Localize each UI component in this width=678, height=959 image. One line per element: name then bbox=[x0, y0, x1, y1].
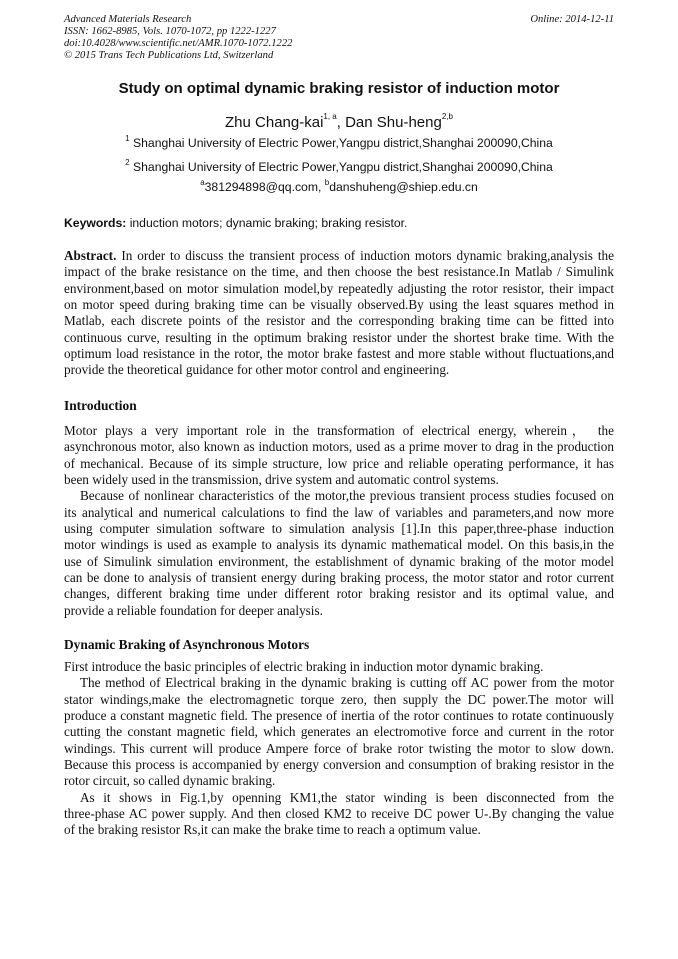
author-name: Zhu Chang-kai bbox=[225, 114, 324, 131]
author-name: Dan Shu-heng bbox=[345, 114, 442, 131]
paragraph-line: stator windings,make the electromagnetic torque zero, then supply the DC power.The motor will bbox=[64, 691, 614, 707]
abstract-line: Matlab, each discrete points of the resistor and the corresponding braking time can be fitted into bbox=[64, 313, 614, 329]
section-dynamic-braking-body bbox=[64, 659, 614, 839]
section-heading-dynamic-braking: Dynamic Braking of Asynchronous Motors bbox=[64, 637, 310, 652]
paragraph-line: As it shows in Fig.1,by openning KM1,the stator winding is been disconnected from the bbox=[80, 789, 614, 805]
issn: ISSN: 1662-8985, Vols. 1070-1072, pp 1222-1227 bbox=[64, 26, 276, 37]
paragraph-line: three-phase AC power supply. And then closed KM2 to receive DC power U-.By changing the value bbox=[64, 806, 614, 822]
doi: doi:10.4028/www.scientific.net/AMR.1070-1072.1222 bbox=[64, 38, 293, 49]
paragraph-line: Because of nonlinear characteristics of the motor,the previous transient process studies focused on bbox=[80, 488, 614, 504]
keywords-label: Keywords: bbox=[64, 216, 127, 230]
paragraph-line: The method of Electrical braking in the dynamic braking is cutting off AC power from the motor bbox=[80, 675, 614, 691]
author-sup: 1, a bbox=[323, 112, 337, 121]
online-date: Online: 2014-12-11 bbox=[530, 14, 614, 25]
paragraph-line: of the braking resistor Rs,it can make the brake time to reach a optimum value. bbox=[64, 822, 481, 838]
email-sup: a bbox=[200, 178, 205, 187]
paragraph-line: asynchronous motor, also known as induction motors, used as a prime mover to drag in the production bbox=[64, 439, 614, 455]
affiliation-2 bbox=[0, 160, 678, 174]
paragraph bbox=[64, 659, 614, 675]
affiliation-sup: 2 bbox=[125, 158, 130, 167]
affiliation-text: Shanghai University of Electric Power,Yangpu district,Shanghai 200090,China bbox=[129, 136, 553, 150]
paragraph-line: been widely used in the transmission, drive system and automatic control systems. bbox=[64, 472, 499, 488]
journal-header bbox=[64, 14, 292, 62]
paragraph-line: changes, different braking time under different rotor braking resistor and its optimal value, and bbox=[64, 586, 614, 602]
emails bbox=[0, 180, 678, 194]
abstract-line: on motor speed during braking time can be visually observed.By using the least squares method in bbox=[64, 297, 614, 313]
abstract-line: environment,based on motor simulation model,by repeatedly adjusting the rotor resistor, their impact bbox=[64, 280, 614, 296]
paragraph-line: provide a reliable foundation for deeper analysis. bbox=[64, 602, 323, 618]
keywords bbox=[64, 216, 407, 230]
paragraph-line: cutting the constant magnetic field, which generates an electromotive force and current in the rotor bbox=[64, 724, 614, 740]
paragraph-line: motor windings is used as example to analysis its dynamic mathematical model. On this basis,in the bbox=[64, 537, 614, 553]
section-introduction-body bbox=[64, 423, 614, 619]
abstract bbox=[64, 248, 614, 379]
affiliation-1 bbox=[0, 136, 678, 150]
abstract-line: impact of the brake resistance on the time, and then choose the best resistance.In Matlab / Simulink bbox=[64, 264, 614, 280]
copyright: © 2015 Trans Tech Publications Ltd, Switzerland bbox=[64, 50, 274, 61]
paragraph-line: of mechanical. Because of its simple structure, low price and reliable operating performance, it has bbox=[64, 455, 614, 471]
paragraph-line: produce a constant magnetic field. The presence of inertia of the rotor continues to rotate continuously bbox=[64, 708, 614, 724]
affiliation-sup: 1 bbox=[125, 134, 130, 143]
email[interactable]: danshuheng@shiep.edu.cn bbox=[329, 180, 478, 194]
author-separator: , bbox=[336, 114, 346, 131]
paragraph bbox=[64, 423, 614, 488]
paragraph-line: rotor circuit, so called dynamic braking. bbox=[64, 773, 276, 789]
abstract-line: continuous curve, resulting in the optimum braking resistor under the shortest brake time. With the bbox=[64, 329, 614, 345]
section-heading-introduction: Introduction bbox=[64, 398, 137, 413]
abstract-line: optimum load resistance in the rotor, the motor brake fastest and more stable without fluctuations,and bbox=[64, 346, 614, 362]
paragraph-line: Motor plays a very important role in the transformation of electrical energy, wherein， the bbox=[64, 423, 614, 438]
abstract-line bbox=[64, 248, 614, 264]
paragraph-line: Because this process is accompanied by energy conversion and consumption of braking resistor in the bbox=[64, 757, 614, 773]
abstract-line: provide the theoretical guidance for other motor control and engineering. bbox=[64, 362, 450, 378]
paragraph bbox=[64, 675, 614, 789]
paragraph bbox=[64, 790, 614, 839]
paragraph-line: use of Simulink simulation environment, the establishment of dynamic braking of the motor model bbox=[64, 553, 614, 569]
email-separator: , bbox=[317, 180, 325, 194]
paragraph-line: First introduce the basic principles of electric braking in induction motor dynamic braking. bbox=[64, 659, 544, 674]
abstract-line-text: In order to discuss the transient process of induction motors dynamic braking,analysis the bbox=[116, 248, 614, 263]
paper-title: Study on optimal dynamic braking resistor of induction motor bbox=[118, 80, 560, 97]
paragraph-line: using computer simulation software to simulation analysis [1].In this paper,three-phase induction bbox=[64, 521, 614, 537]
paragraph-line: can be done to analysis of transient energy during braking process, the motor stator and rotor current bbox=[64, 570, 614, 586]
paragraph bbox=[64, 488, 614, 619]
abstract-label: Abstract. bbox=[64, 248, 117, 263]
email[interactable]: 381294898@qq.com bbox=[204, 180, 318, 194]
author-sup: 2,b bbox=[441, 112, 453, 121]
paragraph-line: its analytical and numerical calculations to find the law of variables and parameters,and now more bbox=[64, 504, 614, 520]
keywords-text: induction motors; dynamic braking; braking resistor. bbox=[126, 216, 408, 230]
journal-name: Advanced Materials Research bbox=[64, 14, 192, 25]
email-sup: b bbox=[324, 178, 330, 187]
paragraph-line: windings. This current will produce Ampere force of brake rotor twisting the motor to slow down. bbox=[64, 740, 614, 756]
affiliation-text: Shanghai University of Electric Power,Yangpu district,Shanghai 200090,China bbox=[129, 160, 553, 174]
authors bbox=[0, 114, 678, 131]
